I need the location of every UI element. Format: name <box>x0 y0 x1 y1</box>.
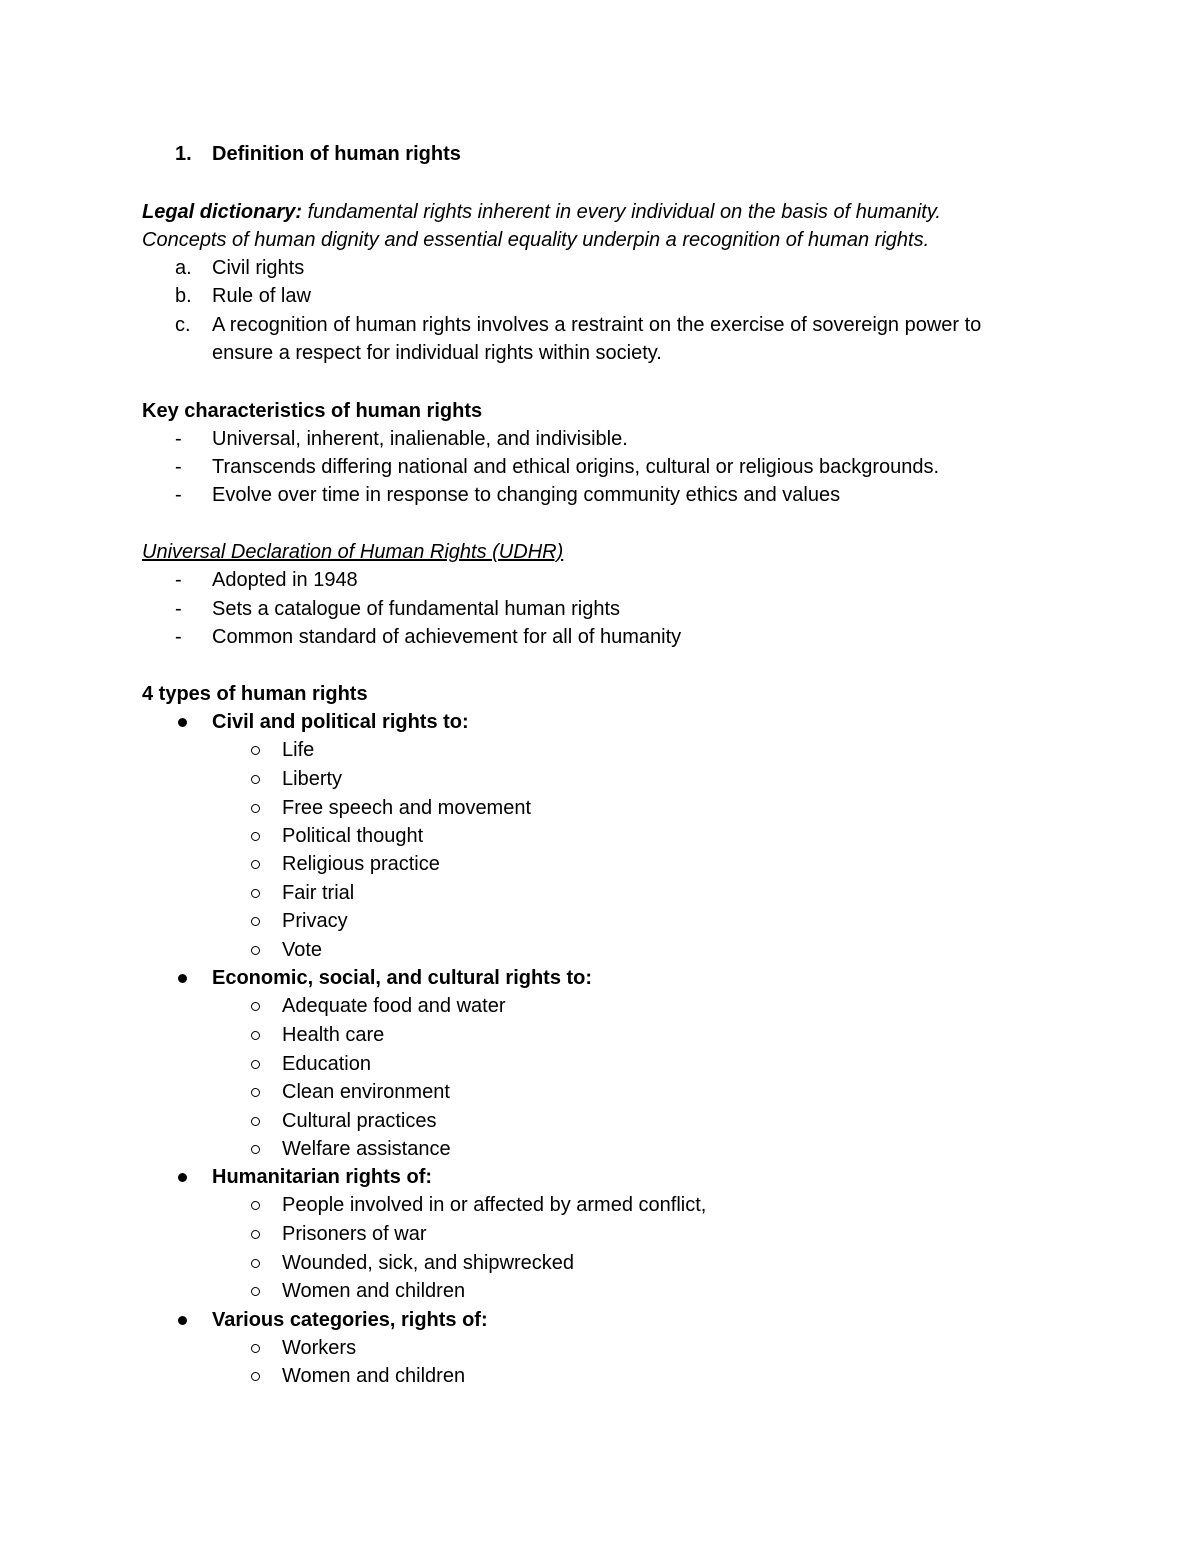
heading-number: 1. <box>175 143 192 165</box>
hollow-bullet-icon <box>251 1088 260 1097</box>
hollow-bullet-icon <box>251 1002 260 1011</box>
item-text: Rule of law <box>212 285 311 307</box>
item-text: A recognition of human rights involves a restraint on the exercise of sovereign power to <box>212 314 982 336</box>
item-marker: c. <box>175 314 191 336</box>
item-text: Women and children <box>282 1365 466 1387</box>
item-text: Fair trial <box>282 882 355 904</box>
item-text: Free speech and movement <box>282 797 532 819</box>
dash-marker: - <box>175 569 182 591</box>
dash-marker: - <box>175 484 182 506</box>
group-label: Civil and political rights to: <box>212 711 469 733</box>
hollow-bullet-icon <box>251 889 260 898</box>
item-text: Life <box>282 739 315 761</box>
group-label: Humanitarian rights of: <box>212 1166 433 1188</box>
hollow-bullet-icon <box>251 946 260 955</box>
udhr-title: Universal Declaration of Human Rights (UDHR) <box>142 541 564 563</box>
item-marker: b. <box>175 285 192 307</box>
group-label: Various categories, rights of: <box>212 1309 488 1331</box>
hollow-bullet-icon <box>251 1230 260 1239</box>
item-text: Universal, inherent, inalienable, and indivisible. <box>212 428 628 450</box>
hollow-bullet-icon <box>251 917 260 926</box>
item-text: Welfare assistance <box>282 1138 451 1160</box>
legal-line-2: Concepts of human dignity and essential equality underpin a recognition of human rights. <box>142 229 930 251</box>
hollow-bullet-icon <box>251 775 260 784</box>
group-label: Economic, social, and cultural rights to: <box>212 967 593 989</box>
item-text: Privacy <box>282 910 348 932</box>
item-text: Education <box>282 1053 371 1075</box>
hollow-bullet-icon <box>251 1201 260 1210</box>
hollow-bullet-icon <box>251 1060 260 1069</box>
item-text: Workers <box>282 1337 357 1359</box>
dash-marker: - <box>175 456 182 478</box>
hollow-bullet-icon <box>251 1259 260 1268</box>
filled-bullet-icon <box>178 1316 187 1325</box>
item-text: Adequate food and water <box>282 995 506 1017</box>
item-text: Cultural practices <box>282 1110 437 1132</box>
item-text: Prisoners of war <box>282 1223 427 1245</box>
item-text: Women and children <box>282 1280 466 1302</box>
hollow-bullet-icon <box>251 1344 260 1353</box>
hollow-bullet-icon <box>251 1031 260 1040</box>
dash-marker: - <box>175 598 182 620</box>
dash-marker: - <box>175 626 182 648</box>
hollow-bullet-icon <box>251 1372 260 1381</box>
item-text: Sets a catalogue of fundamental human rights <box>212 598 621 620</box>
item-text: Transcends differing national and ethical origins, cultural or religious backgrounds. <box>212 456 940 478</box>
hollow-bullet-icon <box>251 746 260 755</box>
types-title: 4 types of human rights <box>142 683 368 705</box>
filled-bullet-icon <box>178 718 187 727</box>
item-text: Civil rights <box>212 257 305 279</box>
hollow-bullet-icon <box>251 1145 260 1154</box>
characteristics-title: Key characteristics of human rights <box>142 400 483 422</box>
item-text: Common standard of achievement for all of humanity <box>212 626 682 648</box>
item-text: Political thought <box>282 825 424 847</box>
dash-marker: - <box>175 428 182 450</box>
item-text: ensure a respect for individual rights within society. <box>212 342 662 364</box>
filled-bullet-icon <box>178 1173 187 1182</box>
hollow-bullet-icon <box>251 860 260 869</box>
item-text: People involved in or affected by armed conflict, <box>282 1194 707 1216</box>
item-text: Liberty <box>282 768 343 790</box>
legal-label: Legal dictionary: <box>142 201 303 223</box>
item-text: Clean environment <box>282 1081 450 1103</box>
heading-text: Definition of human rights <box>212 143 461 165</box>
item-text: Adopted in 1948 <box>212 569 358 591</box>
legal-definition: fundamental rights inherent in every individual on the basis of humanity. <box>302 201 941 223</box>
item-text: Religious practice <box>282 853 440 875</box>
item-text: Health care <box>282 1024 385 1046</box>
filled-bullet-icon <box>178 974 187 983</box>
hollow-bullet-icon <box>251 1117 260 1126</box>
hollow-bullet-icon <box>251 1287 260 1296</box>
item-text: Evolve over time in response to changing community ethics and values <box>212 484 841 506</box>
hollow-bullet-icon <box>251 832 260 841</box>
item-text: Wounded, sick, and shipwrecked <box>282 1252 575 1274</box>
hollow-bullet-icon <box>251 804 260 813</box>
item-text: Vote <box>282 939 323 961</box>
legal-definition-line <box>142 198 941 226</box>
item-marker: a. <box>175 257 192 279</box>
